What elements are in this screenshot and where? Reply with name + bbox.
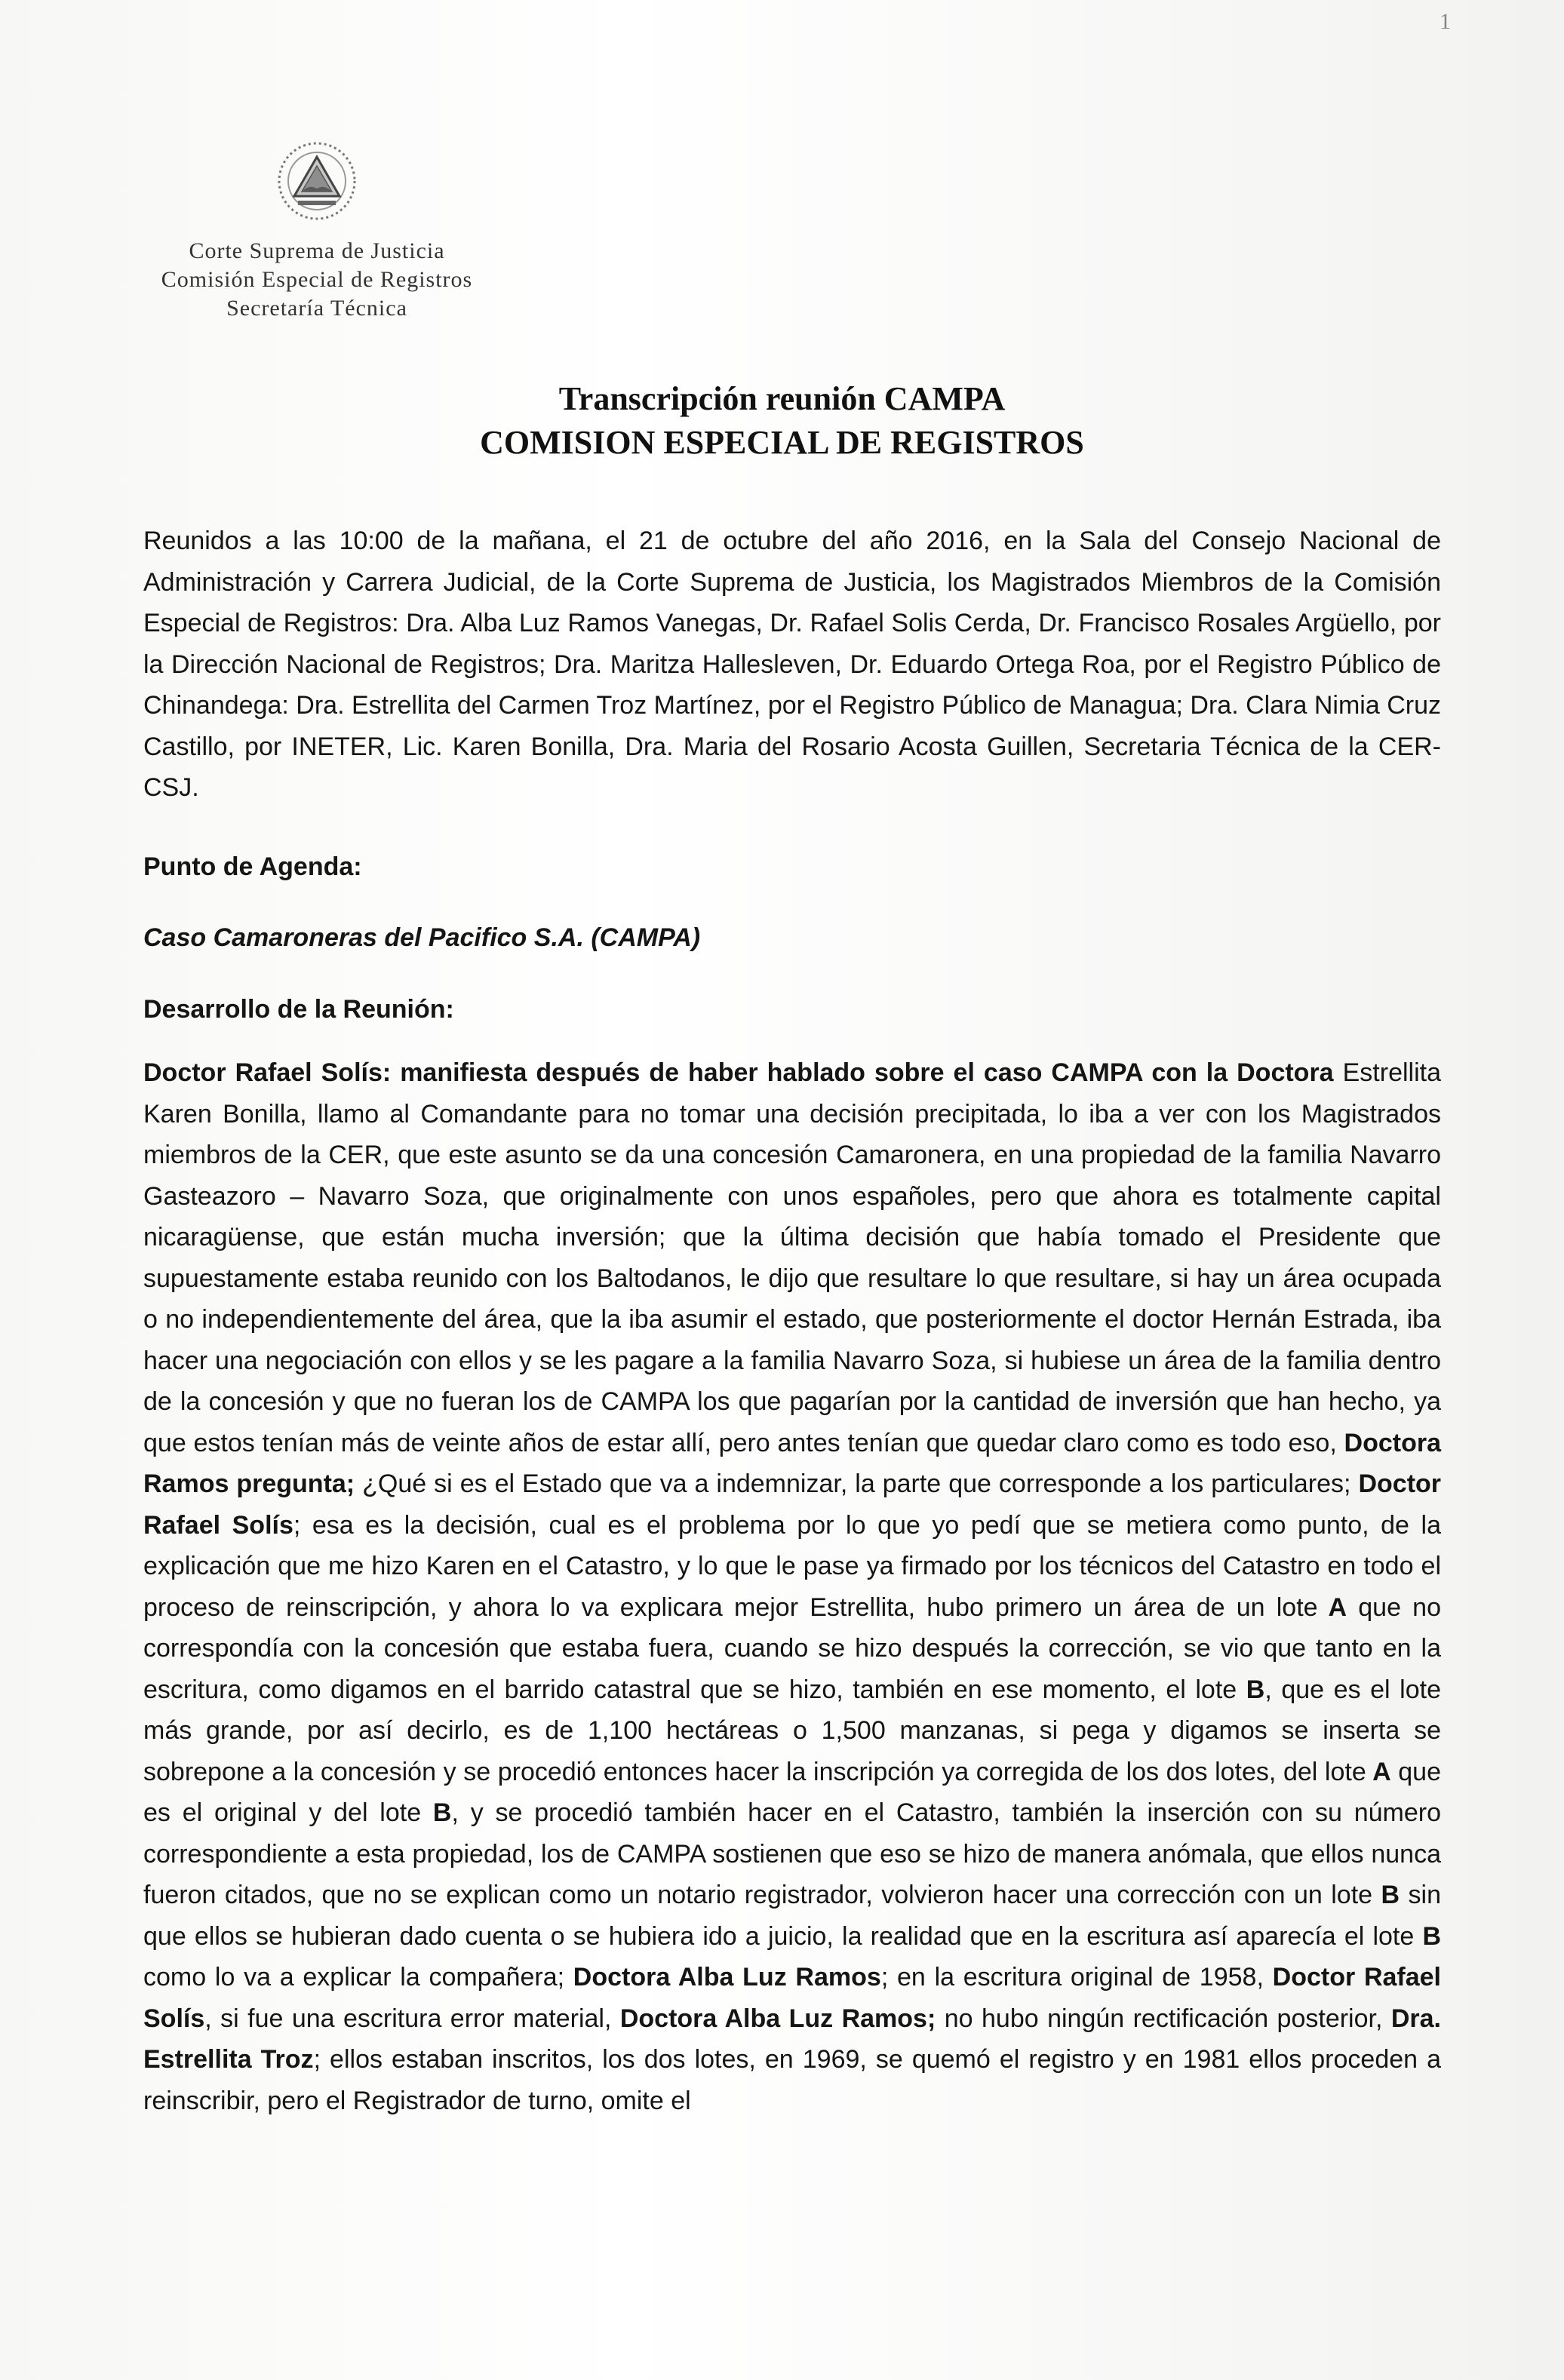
lot-a-ref: A xyxy=(1366,1757,1391,1786)
body-text-4: que no correspondía con la concesión que estaba fuera, cuando se hizo después la corrección, se vio que tanto en la escritura, como digamos en el barrido catastral que se hizo, también en ese momento, el lote xyxy=(143,1592,1441,1704)
institution-line-secretariat: Secretaría Técnica xyxy=(226,296,407,321)
document-title xyxy=(0,377,1564,465)
title-line-2: COMISION ESPECIAL DE REGISTROS xyxy=(480,424,1084,461)
document-body xyxy=(143,521,1441,2121)
lot-a-ref: A xyxy=(1317,1592,1347,1622)
lot-b-ref: B xyxy=(1372,1881,1400,1909)
body-text-13: ; ellos estaban inscritos, los dos lotes, en 1969, se quemó el registro y en 1981 ellos proceden a reinscribir, pero el Registrador de turno, omite el xyxy=(143,2045,1441,2115)
speaker-solis: Doctor Rafael Solís xyxy=(143,1963,1441,2033)
lot-b-ref: B xyxy=(421,1798,452,1827)
body-text-12: no hubo ningún rectificación posterior, xyxy=(936,2004,1383,2033)
development-paragraph xyxy=(143,1052,1441,2121)
body-text-9: como lo va a explicar la compañera; xyxy=(143,1963,565,1992)
body-text-11: , si fue una escritura error material, xyxy=(204,2004,612,2033)
agenda-label: Punto de Agenda: xyxy=(143,852,362,881)
body-text-10: ; en la escritura original de 1958, xyxy=(880,1963,1264,1992)
body-text-1: Estrellita Karen Bonilla, llamo al Comandante para no tomar una decisión precipitada, lo iba a ver con los Magistrados miembros de la CER, que este asunto se da una concesión Camaronera, en una propiedad de la familia Navarro Gasteazoro – Navarro Soza, que originalmente con unos españoles, pero que ahora es totalmente capital nicaragüense, que están mucha inversión; que la última decisión que había tomado el Presidente que supuestamente estaba reunido con los Baltodanos, le dijo que resultare lo que resultare, si hay un área ocupada o no independientemente del área, que la iba asumir el estado, que posteriormente el doctor Hernán Estrada, iba hacer una negociación con ellos y se les pagare a la familia Navarro Soza, si hubiese un área de la familia dentro de la concesión y que no fueran los de CAMPA los que pagarían por la cantidad de inversión que han hecho, ya que estos tenían más de veinte años de estar allí, pero antes tenían que quedar claro como es todo eso, xyxy=(143,1058,1441,1457)
speaker-solis: Doctor Rafael Solís xyxy=(143,1469,1442,1540)
speaker-solis-intro: Doctor Rafael Solís: manifiesta después de haber hablado sobre el caso CAMPA con la Doctora xyxy=(143,1058,1334,1087)
body-text-2: ¿Qué si es el Estado que va a indemnizar, la parte que corresponde a los particulares; xyxy=(355,1469,1351,1498)
institution-line-court: Corte Suprema de Justicia xyxy=(189,238,445,263)
speaker-ramos: Doctora Alba Luz Ramos xyxy=(564,1963,881,1992)
body-text-7: , y se procedió también hacer en el Catastro, también la inserción con su número correspondiente a esta propiedad, los de CAMPA sostienen que eso se hizo de manera anómala, que ellos nunca fueron citados, que no se explican como un notario registrador, volvieron hacer una corrección con un lote xyxy=(143,1798,1441,1909)
body-text-8: sin que ellos se hubieran dado cuenta o se hubiera ido a juicio, la realidad que en la escritura así aparecía el lote xyxy=(143,1881,1442,1951)
national-seal-icon xyxy=(268,136,366,226)
body-text-5: , que es el lote más grande, por así decirlo, es de 1,100 hectáreas o 1,500 manzanas, si pega y digamos se inserta se sobrepone a la concesión y se procedió entonces hacer la inscripción ya corregida de los dos lotes, del lote xyxy=(143,1675,1442,1786)
lot-b-ref: B xyxy=(1237,1675,1265,1704)
development-label: Desarrollo de la Reunión: xyxy=(143,994,454,1024)
institution-header xyxy=(113,136,521,323)
title-line-1: Transcripción reunión CAMPA xyxy=(558,380,1006,417)
lot-b-ref: B xyxy=(1414,1921,1442,1951)
body-text-6: que es el original y del lote xyxy=(143,1757,1441,1827)
body-text-3: ; esa es la decisión, cual es el problema por lo que yo pedí que se metiera como punto, de la explicación que me hizo Karen en el Catastro, y lo que le pase ya firmado por los técnicos del Catastro en todo el proceso de reinscripción, y ahora lo va explicara mejor Estrellita, hubo primero un área de un lote xyxy=(143,1510,1441,1622)
speaker-ramos-question: Doctora Ramos pregunta; xyxy=(143,1428,1441,1498)
speaker-ramos: Doctora Alba Luz Ramos; xyxy=(611,2004,936,2033)
intro-paragraph: Reunidos a las 10:00 de la mañana, el 21 de octubre del año 2016, en la Sala del Consejo Nacional de Administración y Carrera Judicial, de la Corte Suprema de Justicia, los Magistrados Miembros de la Comisión Especial de Registros: Dra. Alba Luz Ramos Vanegas, Dr. Rafael Solis Cerda, Dr. Francisco Rosales Argüello, por la Dirección Nacional de Registros; Dra. Maritza Hallesleven, Dr. Eduardo Ortega Roa, por el Registro Público de Chinandega: Dra. Estrellita del Carmen Troz Martínez, por el Registro Público de Managua; Dra. Clara Nimia Cruz Castillo, por INETER, Lic. Karen Bonilla, Dra. Maria del Rosario Acosta Guillen, Secretaria Técnica de la CER-CSJ. xyxy=(143,527,1441,802)
institution-line-commission: Comisión Especial de Registros xyxy=(161,267,473,292)
case-title: Caso Camaroneras del Pacifico S.A. (CAMPA) xyxy=(143,923,701,952)
page-number: 1 xyxy=(1440,9,1451,34)
speaker-troz: Dra. Estrellita Troz xyxy=(143,2004,1442,2074)
